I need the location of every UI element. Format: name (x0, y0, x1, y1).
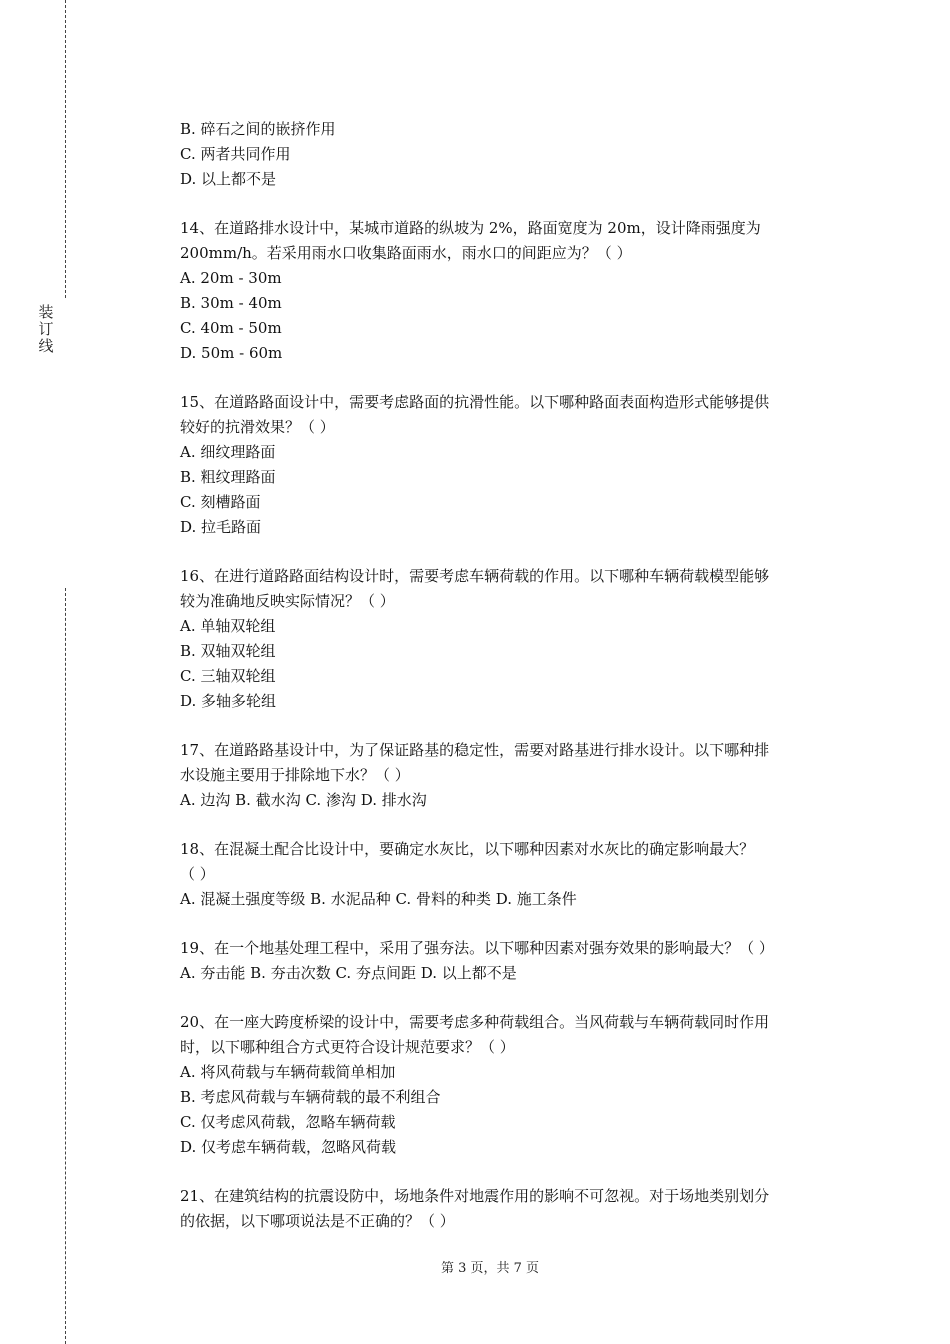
question-stem: 时，以下哪种组合方式更符合设计规范要求？（ ） (180, 1038, 515, 1056)
question-stem: 水设施主要用于排除地下水？（ ） (180, 766, 410, 784)
question-stem: 较好的抗滑效果？（ ） (180, 418, 335, 436)
options-inline: A. 夯击能 B. 夯击次数 C. 夯点间距 D. 以上都不是 (180, 964, 517, 982)
question-stem: 的依据，以下哪项说法是不正确的？（ ） (180, 1212, 455, 1230)
option-b: B. 30m - 40m (180, 294, 282, 312)
option-d: D. 拉毛路面 (180, 518, 262, 536)
option-a: A. 单轴双轮组 (180, 617, 276, 635)
question-stem: 18、在混凝土配合比设计中，要确定水灰比，以下哪种因素对水灰比的确定影响最大？ (180, 840, 755, 858)
binding-char: 线 (38, 337, 54, 355)
question-stem: 200mm/h。若采用雨水口收集路面雨水，雨水口的间距应为？（ ） (180, 244, 632, 262)
question-21 (180, 1184, 840, 1234)
option-c: C. 三轴双轮组 (180, 667, 276, 685)
option-d: D. 50m - 60m (180, 344, 283, 362)
question-17 (180, 738, 840, 813)
question-20 (180, 1010, 840, 1160)
question-18 (180, 837, 840, 912)
question-stem: （ ） (180, 865, 215, 883)
option-b: B. 考虑风荷载与车辆荷载的最不利组合 (180, 1088, 441, 1106)
page-number: 第 3 页，共 7 页 (440, 1261, 540, 1276)
binding-dashed-line-bottom (65, 588, 66, 1344)
option-c: C. 仅考虑风荷载，忽略车辆荷载 (180, 1113, 396, 1131)
binding-char: 订 (38, 320, 54, 338)
question-stem: 14、在道路排水设计中，某城市道路的纵坡为 2%，路面宽度为 20m，设计降雨强度为 (180, 219, 761, 237)
option-b: B. 双轴双轮组 (180, 642, 276, 660)
question-19 (180, 936, 840, 986)
question-stem: 16、在进行道路路面结构设计时，需要考虑车辆荷载的作用。以下哪种车辆荷载模型能够 (180, 567, 770, 585)
option-c: C. 40m - 50m (180, 319, 282, 337)
question-14 (180, 216, 840, 366)
option-c: C. 刻槽路面 (180, 493, 261, 511)
option-b: B. 碎石之间的嵌挤作用 (180, 120, 336, 138)
question-stem: 较为准确地反映实际情况？（ ） (180, 592, 395, 610)
question-stem: 20、在一座大跨度桥梁的设计中，需要考虑多种荷载组合。当风荷载与车辆荷载同时作用 (180, 1013, 770, 1031)
question-15 (180, 390, 840, 540)
option-c: C. 两者共同作用 (180, 145, 291, 163)
question-stem: 19、在一个地基处理工程中，采用了强夯法。以下哪种因素对强夯效果的影响最大？（ ） (180, 939, 774, 957)
question-16 (180, 564, 840, 714)
question-stem: 21、在建筑结构的抗震设防中，场地条件对地震作用的影响不可忽视。对于场地类别划分 (180, 1187, 770, 1205)
binding-dashed-line-top (65, 0, 66, 298)
option-a: A. 细纹理路面 (180, 443, 276, 461)
binding-char: 装 (38, 303, 54, 321)
option-a: A. 20m - 30m (180, 269, 282, 287)
option-b: B. 粗纹理路面 (180, 468, 276, 486)
binding-line-label (36, 304, 56, 355)
question-13-continued (180, 117, 840, 192)
option-a: A. 将风荷载与车辆荷载简单相加 (180, 1063, 396, 1081)
options-inline: A. 边沟 B. 截水沟 C. 渗沟 D. 排水沟 (180, 791, 427, 809)
option-d: D. 仅考虑车辆荷载，忽略风荷载 (180, 1138, 397, 1156)
exam-content (180, 117, 840, 1234)
option-d: D. 多轴多轮组 (180, 692, 277, 710)
question-stem: 15、在道路路面设计中，需要考虑路面的抗滑性能。以下哪种路面表面构造形式能够提供 (180, 393, 770, 411)
question-stem: 17、在道路路基设计中，为了保证路基的稳定性，需要对路基进行排水设计。以下哪种排 (180, 741, 770, 759)
option-d: D. 以上都不是 (180, 170, 277, 188)
options-inline: A. 混凝土强度等级 B. 水泥品种 C. 骨料的种类 D. 施工条件 (180, 890, 577, 908)
